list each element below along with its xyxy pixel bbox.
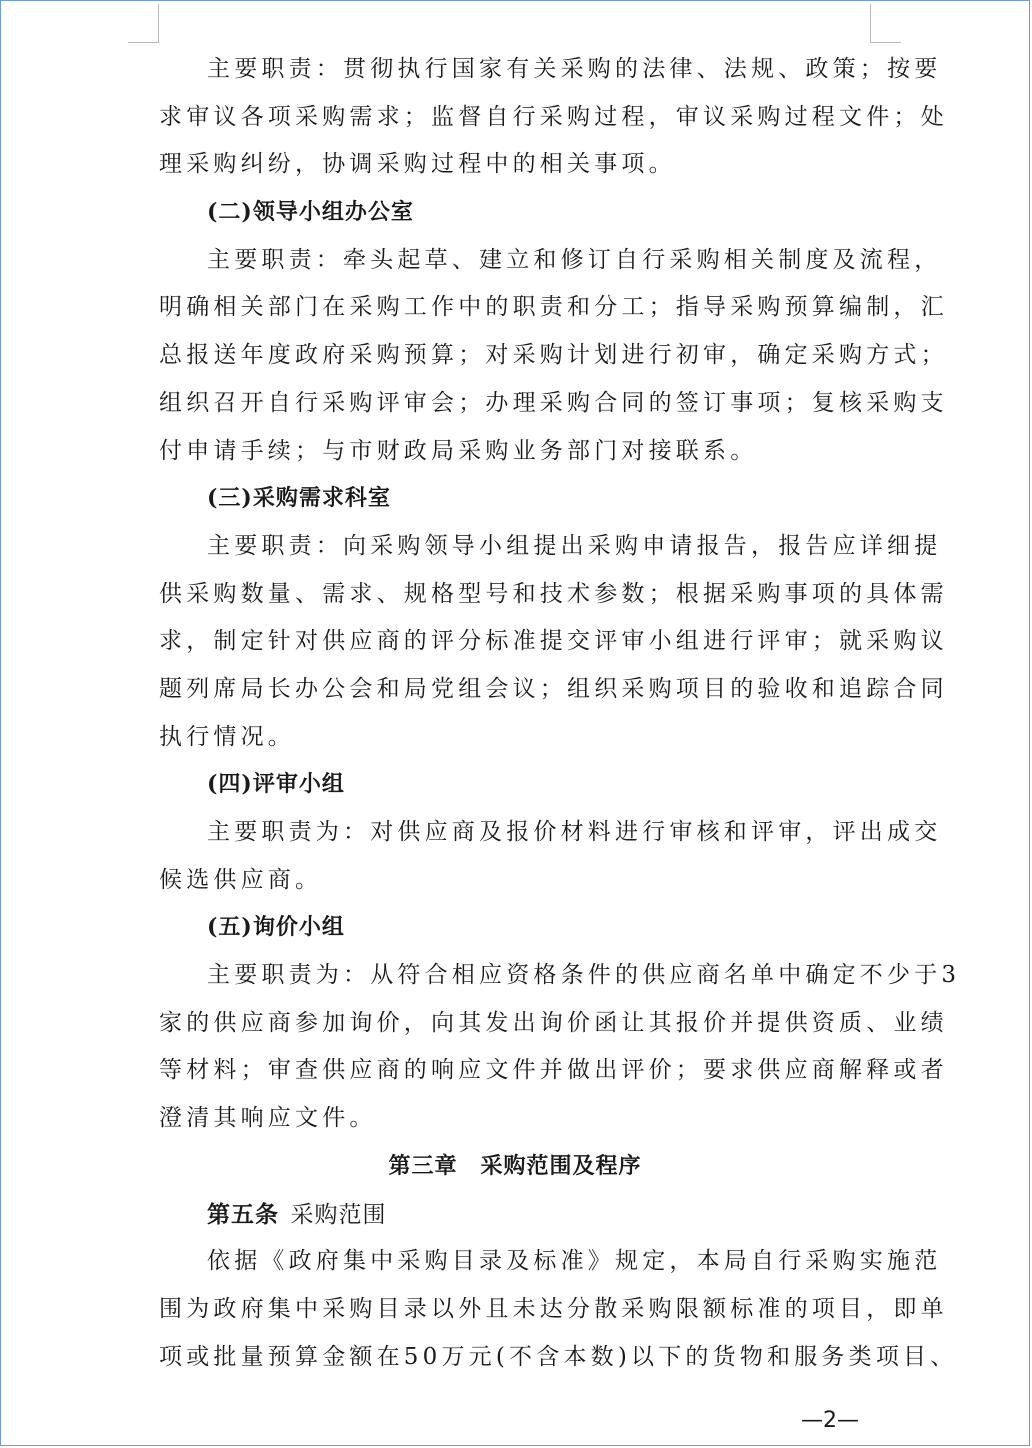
paragraph-line: 依据《政府集中采购目录及标准》规定，本局自行采购实施范	[207, 1248, 942, 1275]
section-heading-inquiry-group: (五)询价小组	[207, 914, 345, 941]
paragraph-line: 等材料；审查供应商的响应文件并做出评价；要求供应商解释或者	[159, 1057, 948, 1084]
paragraph-line: 家的供应商参加询价，向其发出询价函让其报价并提供资质、业绩	[159, 1009, 948, 1036]
article-title: 采购范围	[290, 1201, 387, 1228]
chapter-title: 第三章 采购范围及程序	[388, 1153, 642, 1179]
paragraph-line: 围为政府集中采购目录以外且未达分散采购限额标准的项目，即单	[159, 1295, 948, 1322]
section-heading-review-group: (四)评审小组	[207, 771, 345, 798]
paragraph-line: 求，制定针对供应商的评分标准提交评审小组进行评审；就采购议	[159, 628, 948, 655]
paragraph-line: 总报送年度政府采购预算；对采购计划进行初审，确定采购方式；	[159, 342, 948, 369]
paragraph-line: 理采购纠纷，协调采购过程中的相关事项。	[159, 151, 676, 178]
paragraph-line: 主要职责：向采购领导小组提出采购申请报告，报告应详细提	[207, 532, 942, 559]
paragraph-line: 执行情况。	[159, 723, 295, 750]
paragraph-line: 组织召开自行采购评审会；办理采购合同的签订事项；复核采购支	[159, 389, 948, 416]
paragraph-line: 项或批量预算金额在50万元(不含本数)以下的货物和服务类项目、	[159, 1343, 958, 1370]
paragraph-line: 求审议各项采购需求；监督自行采购过程，审议采购过程文件；处	[159, 103, 948, 130]
document-body	[159, 46, 961, 1381]
section-heading-demand-dept: (三)采购需求科室	[207, 485, 391, 512]
paragraph-line: 供采购数量、需求、规格型号和技术参数；根据采购事项的具体需	[159, 580, 948, 607]
paragraph-line: 主要职责：贯彻执行国家有关采购的法律、法规、政策；按要	[207, 56, 942, 82]
page-number: —2—	[801, 1408, 859, 1433]
paragraph-line: 题列席局长办公会和局党组会议；组织采购项目的验收和追踪合同	[159, 675, 948, 702]
article-label: 第五条	[207, 1200, 279, 1228]
article-heading	[159, 1191, 871, 1239]
paragraph-line: 澄清其响应文件。	[159, 1105, 377, 1132]
section-heading-office: (二)领导小组办公室	[207, 199, 414, 226]
paragraph-line: 明确相关部门在采购工作中的职责和分工；指导采购预算编制，汇	[159, 294, 948, 321]
paragraph-line: 主要职责为：对供应商及报价材料进行审核和评审，评出成交	[207, 819, 942, 845]
crop-mark-top-right	[870, 4, 901, 43]
crop-mark-top-left	[128, 4, 159, 43]
paragraph-line: 付申请手续；与市财政局采购业务部门对接联系。	[159, 437, 758, 464]
paragraph-line: 候选供应商。	[159, 866, 323, 893]
paragraph-line: 主要职责：牵头起草、建立和修订自行采购相关制度及流程，	[207, 246, 942, 273]
paragraph-line: 主要职责为：从符合相应资格条件的供应商名单中确定不少于3	[207, 962, 961, 989]
